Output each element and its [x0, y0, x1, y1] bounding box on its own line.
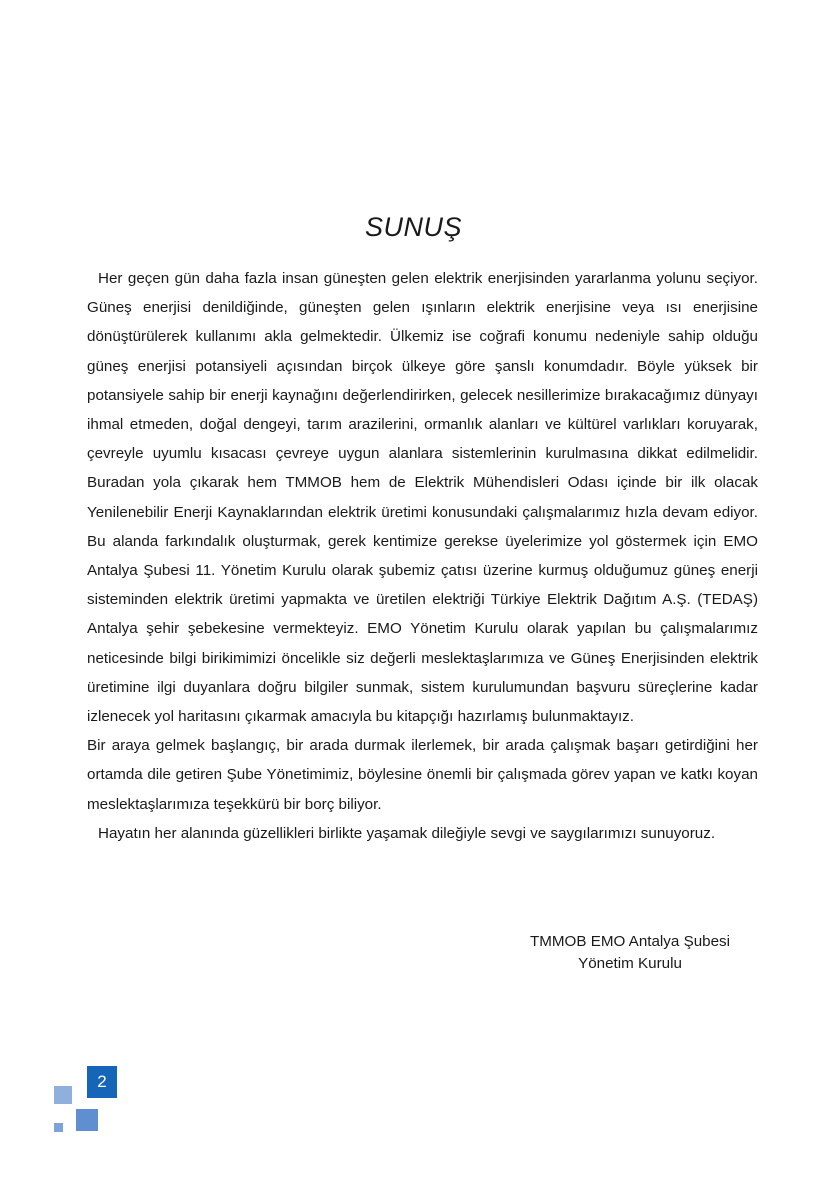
page-title: SUNUŞ: [364, 212, 462, 242]
signature-block: [510, 931, 750, 975]
decorative-square-large: [76, 1109, 98, 1131]
decorative-square-top: [54, 1086, 72, 1104]
body-text: [87, 264, 758, 848]
signature-organization: TMMOB EMO Antalya Şubesi: [529, 933, 731, 950]
decorative-square-small: [54, 1123, 63, 1132]
paragraph-intro: Her geçen gün daha fazla insan güneşten gelen elektrik enerjisinden yararlanma yolunu seçiyor. Güneş enerjisi denildiğinde, güneşten gelen ışınların elektrik enerjisine veya ısı enerjisine dönüştürülerek kullanımı akla gelmektedir. Ülkemiz ise coğrafi konumu nedeniyle sahip olduğu güneş enerjisi potansiyeli açısından birçok ülkeye göre şanslı konumdadır. Böyle yüksek bir potansiyele sahip bir enerji kaynağını değerlendirirken, gelecek nesillerimize bırakacağımız dünyayı ihmal etmeden, doğal dengeyi, tarım arazilerini, ormanlık alanları ve kültürel varlıkları koruyarak, çevreyle uyumlu kısacası çevreye uygun alanlara sistemlerinin kurulmasına dikkat edilmelidir. Buradan yola çıkarak hem TMMOB hem de Elektrik Mühendisleri Odası içinde bir ilk olacak Yenilenebilir Enerji Kaynaklarından elektrik üretimi konusundaki çalışmalarımız hızla devam ediyor. Bu alanda farkındalık oluşturmak, gerek kentimize gerekse üyelerimize yol göstermek için EMO Antalya Şubesi 11. Yönetim Kurulu olarak şubemiz çatısı üzerine kurmuş olduğumuz güneş enerji sisteminden elektrik üretimi yapmakta ve üretilen elektriği Türkiye Elektrik Dağıtım A.Ş. (TEDAŞ) Antalya şehir şebekesine vermekteyiz. EMO Yönetim Kurulu olarak yapılan bu çalışmalarımız neticesinde bilgi birikimimizi öncelikle siz değerli meslektaşlarımıza ve Güneş Enerjisinden elektrik üretimine ilgi duyanlara doğru bilgiler sunmak, sistem kurulumundan başvuru süreçlerine kadar izlenecek yol haritasını çıkarmak amacıyla bu kitapçığı hazırlamış bulunmaktayız.: [87, 270, 758, 726]
page-number: 2: [87, 1066, 117, 1098]
paragraph-closing: Hayatın her alanında güzellikleri birlikte yaşamak dileğiyle sevgi ve saygılarımızı sunuyoruz.: [98, 824, 716, 842]
paragraph-thanks: Bir araya gelmek başlangıç, bir arada durmak ilerlemek, bir arada çalışmak başarı getirdiğini her ortamda dile getiren Şube Yönetimimiz, böylesine önemli bir çalışmada görev yapan ve katkı koyan meslektaşlarımıza teşekkürü bir borç biliyor.: [87, 737, 758, 813]
signature-board: Yönetim Kurulu: [578, 955, 682, 972]
